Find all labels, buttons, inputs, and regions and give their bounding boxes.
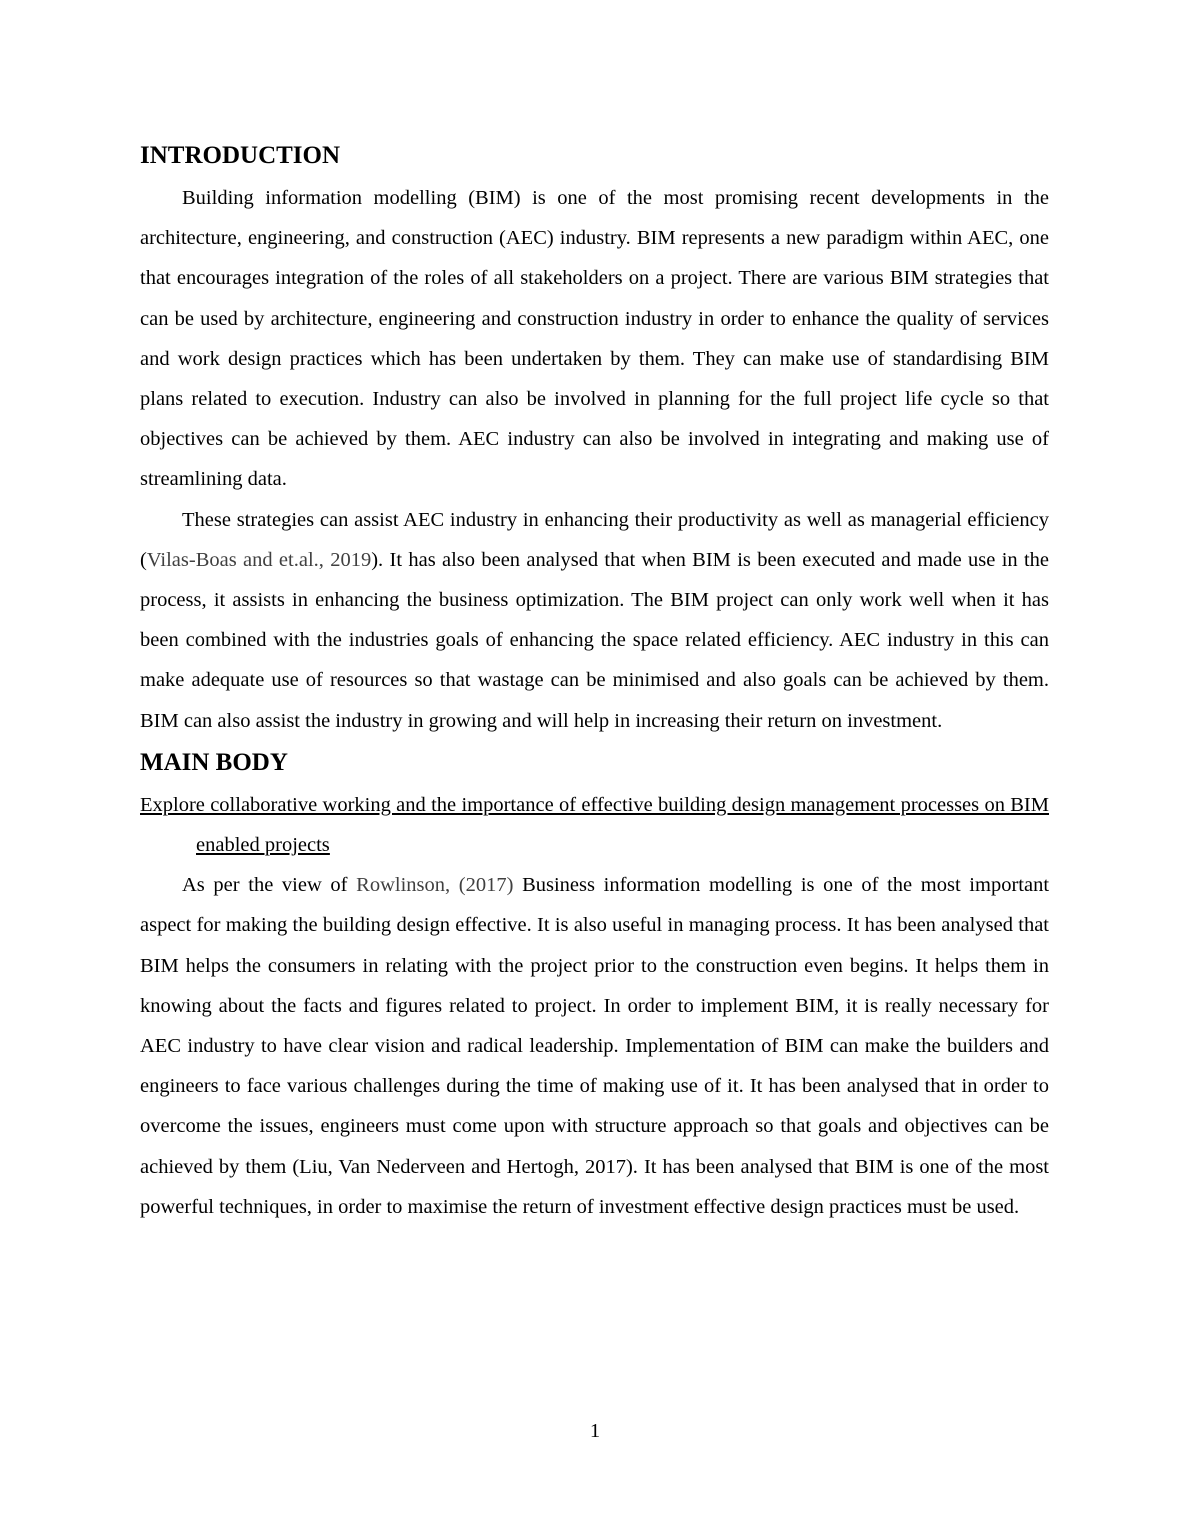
paragraph-text: These strategies can assist AEC industry in enhancing their productivity as well as managerial efficiency ( [140,508,1049,571]
section-heading-introduction: INTRODUCTION [140,142,341,169]
page-content [140,138,1049,1227]
paragraph-text: ). It has also been analysed that when BIM is been executed and made use in the process, it assists in enhancing the business optimization. The BIM project can only work well when it has been combined with the industries goals of enhancing the space related efficiency. AEC industry in this can make adequate use of resources so that wastage can be minimised and also goals can be achieved by them. BIM can also assist the industry in growing and will help in increasing their return on investment. [140,548,1049,732]
citation: Vilas-Boas and et.al., 2019 [146,548,372,571]
intro-paragraph-2 [140,500,1049,741]
subsection-heading [140,785,1049,865]
paragraph-text: Building information modelling (BIM) is one of the most promising recent developments in the architecture, engineering, and construction (AEC) industry. BIM represents a new paradigm within AEC, one that encourages integration of the roles of all stakeholders on a project. There are various BIM strategies that can be used by architecture, engineering and construction industry in order to enhance the quality of services and work design practices which has been undertaken by them. They can make use of standardising BIM plans related to execution. Industry can also be involved in planning for the full project life cycle so that objectives can be achieved by them. AEC industry can also be involved in integrating and making use of streamlining data. [140,187,1049,491]
main-body-paragraph-1 [140,865,1049,1227]
intro-paragraph-1 [140,178,1049,500]
paragraph-text: Business information modelling is one of the most important aspect for making the building design effective. It is also useful in managing process. It has been analysed that BIM helps the consumers in relating with the project prior to the construction even begins. It helps them in knowing about the facts and figures related to project. In order to implement BIM, it is really necessary for AEC industry to have clear vision and radical leadership. Implementation of BIM can make the builders and engineers to face various challenges during the time of making use of it. It has been analysed that in order to overcome the issues, engineers must come upon with structure approach so that goals and objectives can be achieved by them (Liu, Van Nederveen and Hertogh, 2017). It has been analysed that BIM is one of the most powerful techniques, in order to maximise the return of investment effective design practices must be used. [140,874,1050,1218]
subsection-heading-text: Explore collaborative working and the importance of effective building design management processes on BIM enabled projects [140,793,1049,857]
page-number: 1 [589,1420,601,1442]
section-heading-main-body: MAIN BODY [140,748,288,776]
paragraph-text: As per the view of [182,874,357,897]
citation: Rowlinson, (2017) [356,874,514,897]
